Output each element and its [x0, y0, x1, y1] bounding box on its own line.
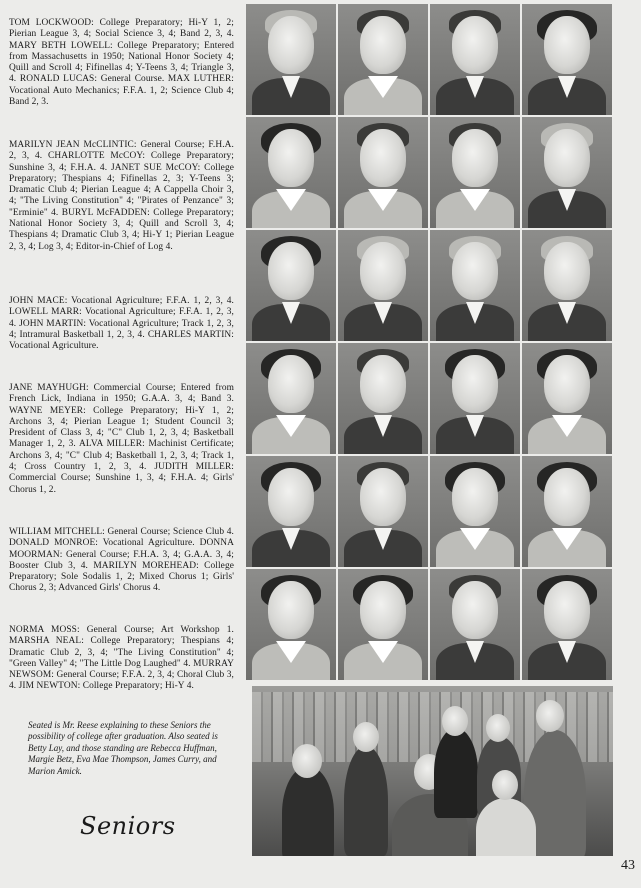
portrait-head [544, 129, 590, 187]
portrait-head [452, 355, 498, 413]
portrait-head [268, 581, 314, 639]
senior-portrait [430, 569, 520, 680]
senior-portrait [430, 343, 520, 454]
portrait-head [268, 355, 314, 413]
portrait-head [452, 16, 498, 74]
student-face [492, 770, 518, 800]
senior-portrait [522, 343, 612, 454]
portrait-head [452, 468, 498, 526]
portrait-head [544, 16, 590, 74]
student-face [292, 744, 322, 778]
portrait-head [452, 242, 498, 300]
group-photo [252, 686, 613, 856]
student-figure [434, 728, 478, 818]
section-title: Seniors [80, 812, 176, 840]
senior-portrait [338, 4, 428, 115]
portrait-head [452, 129, 498, 187]
senior-portrait [246, 4, 336, 115]
portrait-grid [246, 4, 612, 682]
portrait-head [544, 355, 590, 413]
bio-row-4: JANE MAYHUGH: Commercial Course; Entered from French Lick, Indiana in 1950; G.A.A. 3, 4; Band 3. WAYNE MEYER: College Preparatory; Hi-Y 1, 2; Archons 3, 4; Pierian League 1; Student Council 3; President of Class 3, 4; "C" Club 1, 2, 3, 4; Basketball Manager 1, 2, 3. ALVA MILLER: Machinist Certificate; Archons 3, 4; "C" Club 4; Basketball 1, 2, 3, 4; Track 1, 4; Cross Country 1, 2, 3, 4. JUDITH MILLER: Commercial Course; Sunshine 1, 3, 4; F.H.A. 4; Girls' Chorus 1, 2. [9, 383, 234, 495]
portrait-head [544, 581, 590, 639]
portrait-head [268, 129, 314, 187]
student-face [536, 700, 564, 732]
senior-portrait [522, 456, 612, 567]
bio-row-6: NORMA MOSS: General Course; Art Workshop 1. MARSHA NEAL: College Preparatory; Thespians 4; Dramatic Club 2, 3, 4; "The Living Constitution" 4; "Green Valley" 4; "The Little Dog Laughed" 4. MURRAY NEWSOM: General Course; F.F.A. 2, 3, 4; Choral Club 3, 4. JIM NEWTON: College Preparatory; Hi-Y 4. [9, 625, 234, 692]
student-face [442, 706, 468, 736]
senior-portrait [430, 4, 520, 115]
portrait-head [544, 242, 590, 300]
bio-row-2: MARILYN JEAN McCLINTIC: General Course; F.H.A. 2, 3, 4. CHARLOTTE McCOY: College Preparatory; Sunshine 3, 4; F.H.A. 4. JANET SUE McCOY: College Preparatory; Thespians 4; Fifinellas 2, 3; Y-Teens 3; Dramatic Club 4; Pierian League 4; A Cappella Choir 3, 4; "The Living Constitution" 4; "Pirates of Penzance" 3; "Erminie" 4. BURYL McFADDEN: College Preparatory; National Honor Society 3, 4; Quill and Scroll 3, 4; Thespians 4; Dramatic Club 3, 4; Hi-Y 1; Pierian League 2, 3, 4; Log 3, 4; Editor-in-Chief of Log 4. [9, 140, 234, 252]
senior-portrait [338, 569, 428, 680]
bio-row-3: JOHN MACE: Vocational Agriculture; F.F.A. 1, 2, 3, 4. LOWELL MARR: Vocational Agriculture; F.F.A. 1, 2, 3, 4. JOHN MARTIN: Vocational Agriculture; Track 1, 2, 3, 4; Intramural Basketball 1, 2, 3, 4. CHARLES MARTIN: Vocational Agriculture. [9, 296, 234, 352]
senior-portrait [522, 230, 612, 341]
student-figure [476, 798, 536, 856]
senior-portrait [430, 230, 520, 341]
senior-portrait [246, 569, 336, 680]
senior-portrait [430, 117, 520, 228]
senior-portrait [522, 569, 612, 680]
portrait-head [360, 355, 406, 413]
portrait-head [360, 129, 406, 187]
portrait-head [268, 242, 314, 300]
portrait-head [360, 468, 406, 526]
portrait-head [268, 468, 314, 526]
senior-portrait [430, 456, 520, 567]
portrait-head [360, 242, 406, 300]
page-number: 43 [621, 858, 635, 873]
senior-portrait [246, 230, 336, 341]
student-face [486, 714, 510, 742]
senior-portrait [522, 4, 612, 115]
portrait-head [544, 468, 590, 526]
portrait-head [360, 16, 406, 74]
senior-portrait [522, 117, 612, 228]
bio-row-5: WILLIAM MITCHELL: General Course; Science Club 4. DONALD MONROE: Vocational Agriculture. DONNA MOORMAN: General Course; F.H.A. 3, 4; G.A.A. 3, 4; Booster Club 3, 4. MARILYN MOREHEAD: College Preparatory; Sole Sodalis 1, 2; Mixed Chorus 1; Girls' Chorus 2, 3; Advanced Girls' Chorus 4. [9, 527, 234, 594]
senior-portrait [246, 456, 336, 567]
bio-row-1: TOM LOCKWOOD: College Preparatory; Hi-Y 1, 2; Pierian League 3, 4; Social Science 3, 4; Band 2, 3, 4. MARY BETH LOWELL: College Preparatory; Entered from Massachusetts in 1950; National Honor Society 4; Quill and Scroll 4; Fifinellas 4; Y-Teens 3, 4; Triangle 3, 4. RONALD LUCAS: General Course. MAX LUTHER: Vocational Auto Mechanics; F.F.A. 1, 2; Science Club 4; Band 2, 3. [9, 18, 234, 108]
senior-portrait [246, 343, 336, 454]
student-figure [344, 746, 388, 856]
senior-portrait [338, 343, 428, 454]
portrait-head [452, 581, 498, 639]
senior-portrait [338, 117, 428, 228]
senior-portrait [246, 117, 336, 228]
senior-portrait [338, 456, 428, 567]
portrait-head [360, 581, 406, 639]
senior-portrait [338, 230, 428, 341]
photo-caption: Seated is Mr. Reese explaining to these Seniors the possibility of college after graduation. Also seated is Betty Lay, and those standing are Rebecca Huffman, Margie Betz, Eva Mae Thompson, James Curry, and Marion Amick. [28, 720, 218, 776]
portrait-head [268, 16, 314, 74]
student-figure [282, 766, 334, 856]
student-face [353, 722, 379, 752]
